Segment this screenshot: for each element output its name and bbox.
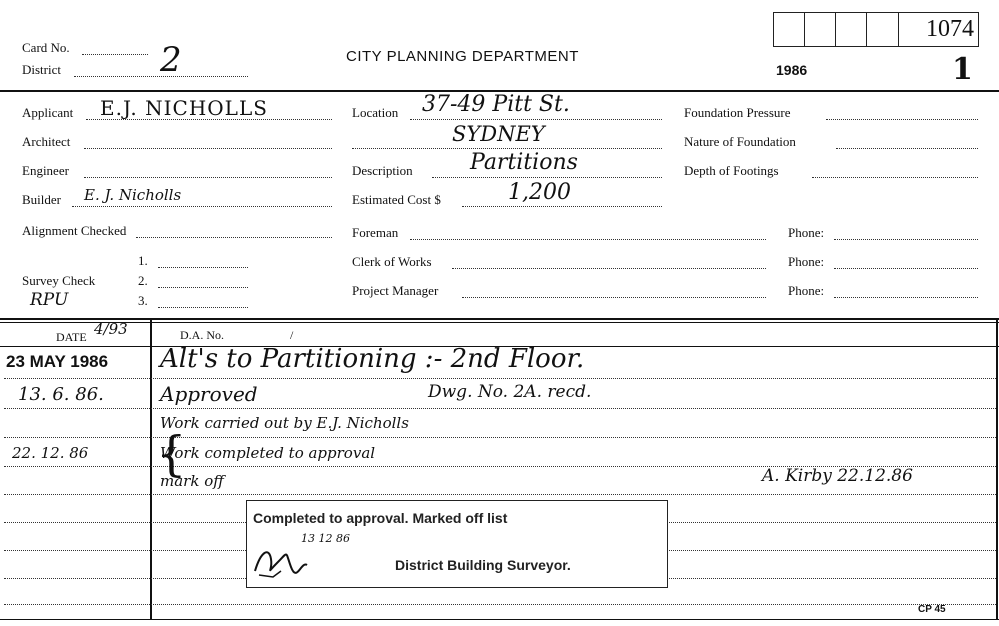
applicant-label: Applicant: [22, 105, 74, 120]
survey-item-1: 1.: [138, 253, 148, 268]
entry-extra-2: Dwg. No. 2A. recd.: [428, 382, 592, 402]
entry-text-1: Alt's to Partitioning :- 2nd Floor.: [160, 344, 585, 374]
entry-date-2: 13. 6. 86.: [18, 384, 104, 405]
location-line-1: [410, 119, 662, 120]
survey-label: Survey Check: [22, 273, 96, 288]
footer-rule: [0, 619, 999, 620]
log-row-line: [4, 604, 996, 605]
card-number-box: [773, 12, 979, 47]
card-no-label: Card No.: [22, 40, 70, 55]
year-label: 1986: [776, 62, 808, 78]
alignment-line: [136, 237, 332, 238]
entry-date-4: 22. 12. 86: [12, 444, 89, 462]
da-value: /: [290, 328, 294, 342]
nature-foundation-label: Nature of Foundation: [684, 134, 796, 149]
estimated-cost-value: 1,200: [508, 180, 571, 205]
card-mark: 1: [952, 52, 973, 87]
entry-text-4: Work completed to approval: [160, 444, 376, 462]
brace-mark: {: [156, 426, 187, 482]
phone-label-1: Phone:: [788, 225, 825, 240]
description-label: Description: [352, 163, 413, 178]
entry-date-1: 23 MAY 1986: [6, 352, 109, 371]
clerk-line: [452, 268, 766, 269]
card-number-cell: [836, 13, 867, 46]
survey-item-3: 3.: [138, 293, 148, 308]
location-value-1: 37-49 Pitt St.: [422, 92, 570, 117]
log-row-line: [4, 408, 996, 409]
log-row-line: [4, 378, 996, 379]
survey-line-2: [158, 287, 248, 288]
card-number: 1074: [926, 16, 974, 42]
nature-foundation-line: [836, 148, 978, 149]
log-column-divider: [150, 320, 152, 620]
approval-stamp: [246, 500, 668, 588]
estimated-cost-line: [462, 206, 662, 207]
card-number-cell: [805, 13, 836, 46]
location-label: Location: [352, 105, 399, 120]
log-right-border: [996, 320, 998, 620]
entry-extra-5: A. Kirby 22.12.86: [762, 466, 913, 486]
card-no-line: [82, 54, 148, 55]
card-number-cell: [867, 13, 899, 46]
foundation-pressure-line: [826, 119, 978, 120]
stamp-line-1: Completed to approval. Marked off list: [253, 510, 508, 526]
clerk-label: Clerk of Works: [352, 254, 432, 269]
location-line-2: [352, 148, 662, 149]
signature-icon: [251, 541, 321, 579]
entry-text-5: mark off: [160, 472, 224, 490]
architect-label: Architect: [22, 134, 71, 149]
entry-text-2: Approved: [160, 382, 258, 406]
form-code: CP 45: [918, 604, 946, 615]
card-number-cell: [774, 13, 805, 46]
depth-footings-line: [812, 177, 978, 178]
date-header-mark: 4/93: [94, 320, 128, 338]
description-line: [432, 177, 662, 178]
foundation-pressure-label: Foundation Pressure: [684, 105, 791, 120]
phone-line-2: [834, 268, 978, 269]
project-manager-line: [462, 297, 766, 298]
estimated-cost-label: Estimated Cost $: [352, 192, 441, 207]
survey-initials: RPU: [30, 290, 69, 310]
phone-label-3: Phone:: [788, 283, 825, 298]
engineer-line: [84, 177, 332, 178]
district-label: District: [22, 62, 61, 77]
depth-footings-label: Depth of Footings: [684, 163, 779, 178]
foreman-label: Foreman: [352, 225, 399, 240]
date-header: DATE: [56, 330, 87, 344]
log-row-line: [4, 494, 996, 495]
phone-line-3: [834, 297, 978, 298]
phone-line-1: [834, 239, 978, 240]
project-manager-label: Project Manager: [352, 283, 439, 298]
survey-line-1: [158, 267, 248, 268]
builder-line: [72, 206, 332, 207]
survey-item-2: 2.: [138, 273, 148, 288]
entry-text-3: Work carried out by E.J. Nicholls: [160, 414, 409, 432]
phone-label-2: Phone:: [788, 254, 825, 269]
location-value-2: SYDNEY: [452, 122, 545, 146]
log-row-line: [4, 437, 996, 438]
builder-value: E. J. Nicholls: [84, 186, 182, 204]
district-value: 2: [160, 40, 182, 80]
builder-label: Builder: [22, 192, 61, 207]
survey-line-3: [158, 307, 248, 308]
da-label: D.A. No.: [180, 328, 224, 342]
alignment-label: Alignment Checked: [22, 223, 127, 238]
description-value: Partitions: [470, 150, 578, 175]
applicant-value: E.J. NICHOLLS: [100, 96, 268, 120]
engineer-label: Engineer: [22, 163, 69, 178]
department-title: CITY PLANNING DEPARTMENT: [346, 48, 579, 65]
architect-line: [84, 148, 332, 149]
stamp-date-mark: 13 12 86: [301, 532, 350, 545]
stamp-line-2: District Building Surveyor.: [395, 557, 571, 573]
foreman-line: [410, 239, 766, 240]
